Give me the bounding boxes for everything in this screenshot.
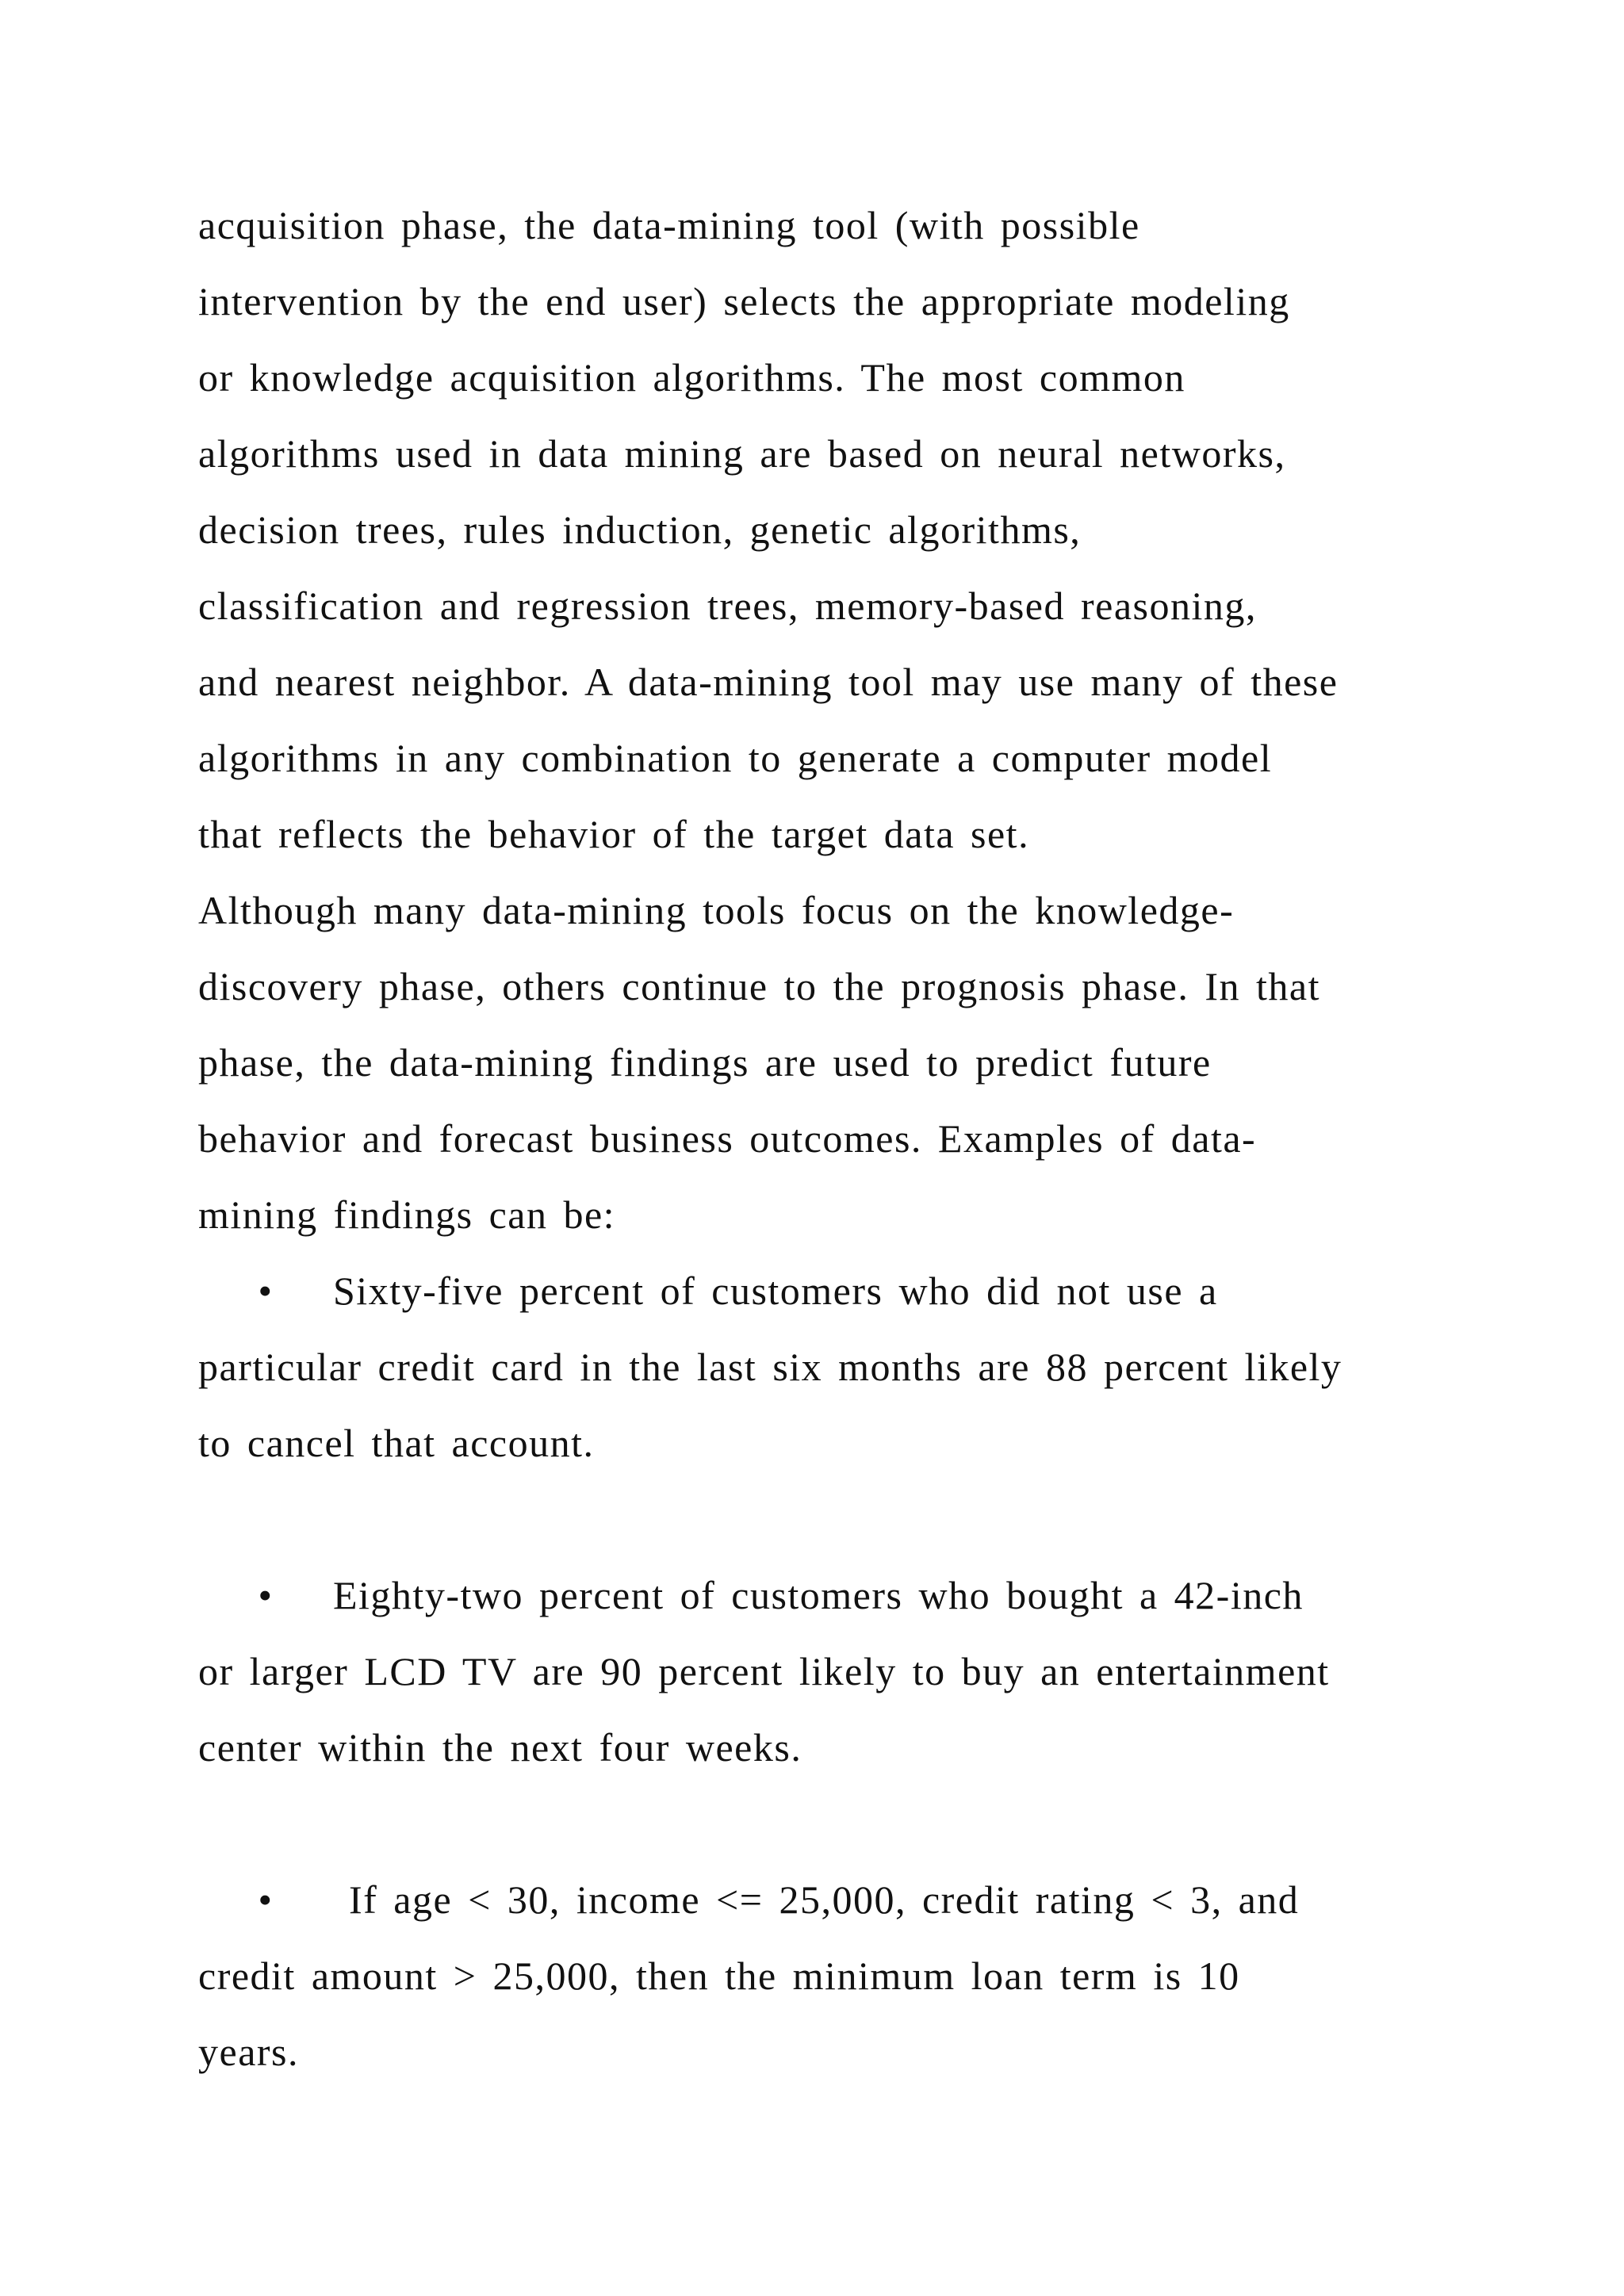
- text-line: mining findings can be:: [198, 1192, 616, 1237]
- text-line: algorithms in any combination to generate a computer model: [198, 736, 1273, 780]
- text-line: to cancel that account.: [198, 1421, 595, 1465]
- text-line: that reflects the behavior of the target data set.: [198, 812, 1030, 856]
- bullet-text: Sixty-five percent of customers who did not use a: [333, 1269, 1218, 1313]
- bullet-text: If age < 30, income <= 25,000, credit rating < 3, and: [333, 1877, 1300, 1922]
- paragraph-prognosis: [198, 872, 1515, 1253]
- text-line: phase, the data-mining findings are used to predict future: [198, 1040, 1212, 1085]
- text-line: intervention by the end user) selects the appropriate modeling: [198, 279, 1290, 323]
- text-line: particular credit card in the last six months are 88 percent likely: [198, 1345, 1342, 1389]
- paragraph-acquisition: [198, 187, 1515, 872]
- text-line: or larger LCD TV are 90 percent likely to buy an entertainment: [198, 1649, 1330, 1693]
- text-line: credit amount > 25,000, then the minimum loan term is 10: [198, 1954, 1240, 1998]
- text-line: discovery phase, others continue to the prognosis phase. In that: [198, 964, 1320, 1008]
- text-line: Although many data-mining tools focus on the knowledge-: [198, 888, 1235, 932]
- bullet-first-line: [198, 1253, 1515, 1329]
- text-line: decision trees, rules induction, genetic algorithms,: [198, 507, 1082, 552]
- bullet-first-line: [198, 1557, 1515, 1633]
- bullet-item-loan-rule: [198, 1862, 1515, 2090]
- bullet-text: Eighty-two percent of customers who bought a 42-inch: [333, 1573, 1304, 1617]
- text-line: classification and regression trees, memory-based reasoning,: [198, 584, 1257, 628]
- document-body: [198, 187, 1515, 2090]
- blank-line: [198, 1481, 1515, 1557]
- text-line: center within the next four weeks.: [198, 1725, 802, 1770]
- bullet-item-credit-card: [198, 1253, 1515, 1481]
- bullet-item-lcd-tv: [198, 1557, 1515, 1785]
- text-line: behavior and forecast business outcomes. Examples of data-: [198, 1116, 1257, 1161]
- bullet-icon: •: [258, 1877, 274, 1922]
- bullet-first-line: [198, 1862, 1515, 1938]
- text-line: years.: [198, 2030, 299, 2074]
- blank-line: [198, 1785, 1515, 1862]
- text-line: algorithms used in data mining are based on neural networks,: [198, 431, 1286, 476]
- bullet-icon: •: [258, 1573, 274, 1617]
- text-line: and nearest neighbor. A data-mining tool may use many of these: [198, 660, 1339, 704]
- text-line: acquisition phase, the data-mining tool (with possible: [198, 203, 1140, 247]
- bullet-icon: •: [258, 1269, 274, 1313]
- text-line: or knowledge acquisition algorithms. The most common: [198, 355, 1185, 400]
